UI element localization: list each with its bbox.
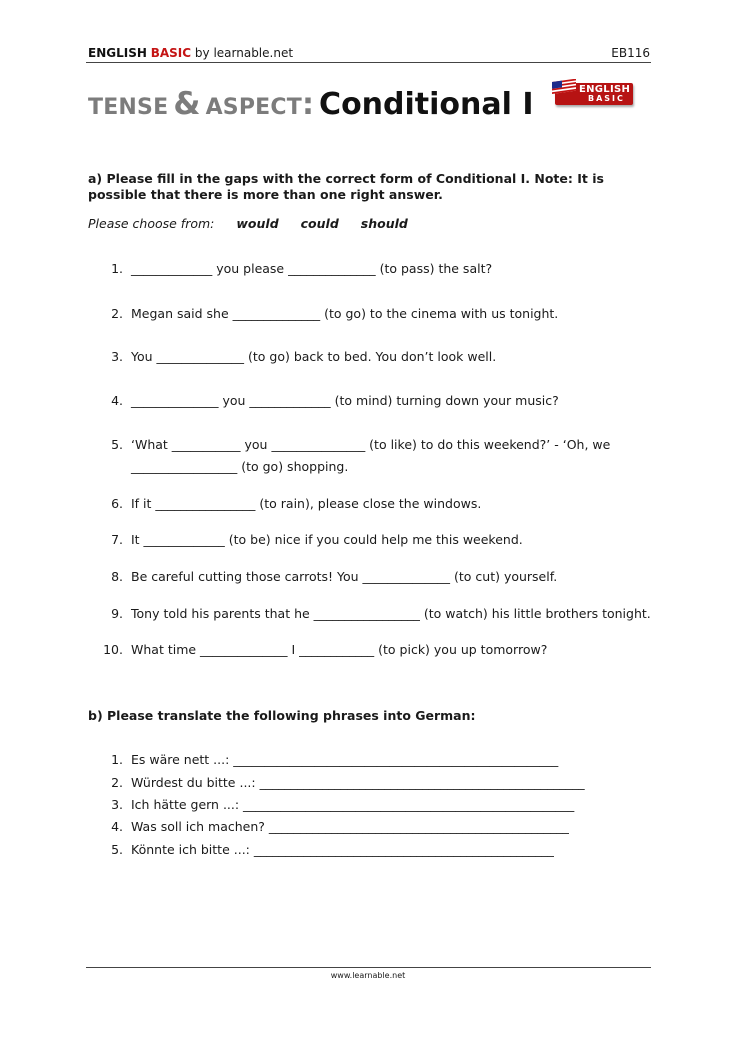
item-text: _____________ you please ______________ (to pass) the salt? xyxy=(131,261,493,276)
item-number: 3. xyxy=(111,797,123,812)
item-number: 7. xyxy=(111,532,123,547)
brand-basic: BASIC xyxy=(150,46,192,60)
page-title xyxy=(88,86,534,122)
footer-divider xyxy=(86,967,651,968)
brand-english: ENGLISH xyxy=(88,46,147,60)
item-text: You ______________ (to go) back to bed. You don’t look well. xyxy=(131,349,497,364)
footer-url: www.learnable.net xyxy=(330,971,406,980)
item-number: 1. xyxy=(111,752,123,767)
item-text: It _____________ (to be) nice if you could help me this weekend. xyxy=(131,532,523,547)
item-text: What time ______________ I ____________ (to pick) you up tomorrow? xyxy=(131,642,548,657)
item-text: Was soll ich machen? ________________________________________________ xyxy=(131,819,569,834)
header-divider xyxy=(86,62,651,63)
item-number: 6. xyxy=(111,496,123,511)
item-text: ______________ you _____________ (to mind) turning down your music? xyxy=(131,393,559,408)
item-text: Tony told his parents that he _________________ (to watch) his little brothers tonight. xyxy=(131,606,651,621)
item-text: Es wäre nett ...: ____________________________________________________ xyxy=(131,752,559,767)
choose-label: Please choose from: xyxy=(88,216,215,231)
brand-by: by learnable.net xyxy=(194,46,294,60)
title-tense: TENSE xyxy=(88,95,169,120)
title-main: Conditional I xyxy=(319,87,534,122)
item-number: 10. xyxy=(103,642,123,657)
title-aspect: ASPECT xyxy=(205,95,302,120)
item-text: Ich hätte gern ...: _____________________________________________________ xyxy=(131,797,575,812)
item-text: ‘What ___________ you _______________ (to like) to do this weekend?’ - ‘Oh, we xyxy=(131,437,611,452)
section-a-instruction: a) Please fill in the gaps with the correct form of Conditional I. Note: It is possible that there is more than one right answer. xyxy=(88,171,604,202)
item-number: 5. xyxy=(111,437,123,452)
choice-word: would xyxy=(236,216,279,231)
item-text: If it ________________ (to rain), please close the windows. xyxy=(131,496,482,511)
item-number: 4. xyxy=(111,819,123,834)
item-number: 2. xyxy=(111,775,123,790)
item-text-continued: _________________ (to go) shopping. xyxy=(131,459,349,474)
title-ampersand: & xyxy=(173,86,201,122)
logo-text-basic: BASIC xyxy=(588,94,625,103)
item-number: 2. xyxy=(111,306,123,321)
title-colon: : xyxy=(301,87,314,122)
item-number: 5. xyxy=(111,842,123,857)
logo-text-english: ENGLISH xyxy=(579,84,631,95)
document-code: EB116 xyxy=(611,46,650,60)
header-brand xyxy=(88,46,293,60)
english-basic-logo xyxy=(555,83,633,105)
item-text: Megan said she ______________ (to go) to the cinema with us tonight. xyxy=(131,306,559,321)
item-number: 9. xyxy=(111,606,123,621)
item-text: Be careful cutting those carrots! You ______________ (to cut) yourself. xyxy=(131,569,558,584)
item-text: Würdest du bitte ...: ____________________________________________________ xyxy=(131,775,585,790)
us-flag-icon xyxy=(552,79,576,94)
section-b-instruction: b) Please translate the following phrases into German: xyxy=(88,708,476,723)
item-number: 4. xyxy=(111,393,123,408)
choice-word: should xyxy=(360,216,408,231)
item-text: Könnte ich bitte ...: ________________________________________________ xyxy=(131,842,554,857)
item-number: 8. xyxy=(111,569,123,584)
item-number: 1. xyxy=(111,261,123,276)
item-number: 3. xyxy=(111,349,123,364)
choice-word: could xyxy=(300,216,339,231)
choice-row xyxy=(88,216,408,231)
